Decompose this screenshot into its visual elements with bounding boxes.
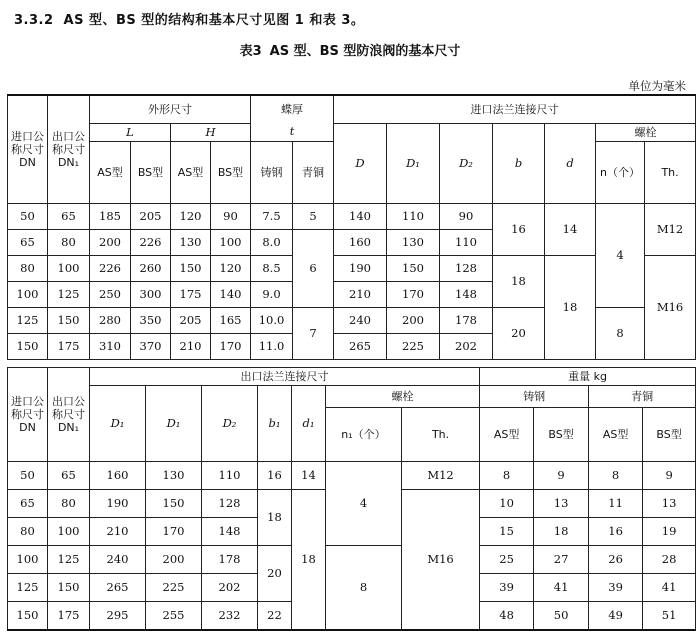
header-disc-thickness: 蝶厚 xyxy=(251,95,334,123)
header-D: D₁ xyxy=(90,386,146,462)
cell-d-merged: 18 xyxy=(545,255,596,359)
cell-n-merged: 8 xyxy=(596,307,645,359)
cell-w-cast-bs: 13 xyxy=(534,490,589,518)
header-bronze-bs: BS型 xyxy=(643,408,696,462)
cell-w-bronze-bs: 13 xyxy=(643,490,696,518)
cell-th-merged: M16 xyxy=(645,255,696,359)
cell-w-cast-bs: 18 xyxy=(534,518,589,546)
cell-D2: 110 xyxy=(202,462,258,490)
cell-n1-merged: 4 xyxy=(326,462,402,546)
cell-b-merged: 18 xyxy=(493,255,545,307)
cell-h-as: 210 xyxy=(171,333,211,359)
header-L: L xyxy=(90,123,171,141)
header-th: Th. xyxy=(402,408,480,462)
cell-w-cast-bs: 41 xyxy=(534,574,589,602)
cell-D1: 130 xyxy=(387,229,440,255)
cell-dn: 150 xyxy=(8,333,48,359)
cell-D: 240 xyxy=(334,307,387,333)
header-th: Th. xyxy=(645,141,696,203)
cell-w-cast-bs: 9 xyxy=(534,462,589,490)
header-b: b xyxy=(493,123,545,203)
unit-note: 单位为毫米 xyxy=(628,79,686,93)
cell-l-bs: 260 xyxy=(131,255,171,281)
cell-d1: 14 xyxy=(292,462,326,490)
cell-D1: 200 xyxy=(146,546,202,574)
cell-l-as: 250 xyxy=(90,281,131,307)
cell-w-cast-as: 15 xyxy=(480,518,534,546)
header-D: D xyxy=(334,123,387,203)
cell-dn1: 175 xyxy=(48,333,90,359)
cell-dn1: 150 xyxy=(48,574,90,602)
cell-t-cast: 11.0 xyxy=(251,333,293,359)
cell-D2: 178 xyxy=(202,546,258,574)
cell-D: 240 xyxy=(90,546,146,574)
cell-dn1: 125 xyxy=(48,281,90,307)
cell-D: 160 xyxy=(334,229,387,255)
header-cast-as: AS型 xyxy=(480,408,534,462)
cell-dn: 65 xyxy=(8,229,48,255)
cell-h-bs: 140 xyxy=(211,281,251,307)
cell-b1-merged: 20 xyxy=(258,546,292,602)
header-outlet-flange: 出口法兰连接尺寸 xyxy=(90,368,480,386)
header-bronze-as: AS型 xyxy=(589,408,643,462)
cell-w-cast-bs: 50 xyxy=(534,602,589,630)
cell-l-as: 280 xyxy=(90,307,131,333)
cell-w-bronze-bs: 28 xyxy=(643,546,696,574)
cell-h-as: 150 xyxy=(171,255,211,281)
cell-D2: 202 xyxy=(202,574,258,602)
cell-th-merged: M16 xyxy=(402,490,480,630)
cell-l-bs: 370 xyxy=(131,333,171,359)
cell-D2: 128 xyxy=(202,490,258,518)
cell-l-as: 310 xyxy=(90,333,131,359)
cell-w-bronze-bs: 41 xyxy=(643,574,696,602)
cell-b1: 22 xyxy=(258,602,292,630)
cell-t-cast: 8.0 xyxy=(251,229,293,255)
cell-D: 210 xyxy=(90,518,146,546)
cell-D1: 225 xyxy=(146,574,202,602)
cell-h-bs: 90 xyxy=(211,203,251,229)
cell-w-cast-bs: 27 xyxy=(534,546,589,574)
cell-l-bs: 300 xyxy=(131,281,171,307)
cell-dn: 100 xyxy=(8,281,48,307)
cell-dn: 125 xyxy=(8,307,48,333)
cell-D1: 255 xyxy=(146,602,202,630)
cell-t-cast: 7.5 xyxy=(251,203,293,229)
cell-b1: 16 xyxy=(258,462,292,490)
cell-dn1: 100 xyxy=(48,255,90,281)
cell-D1: 150 xyxy=(387,255,440,281)
header-weight: 重量 kg xyxy=(480,368,696,386)
cell-dn: 125 xyxy=(8,574,48,602)
header-d: d xyxy=(545,123,596,203)
cell-l-as: 200 xyxy=(90,229,131,255)
cell-w-bronze-as: 26 xyxy=(589,546,643,574)
cell-D2: 178 xyxy=(440,307,493,333)
header-D1: D₁ xyxy=(387,123,440,203)
header-L-as: AS型 xyxy=(90,141,131,203)
section-text: AS 型、BS 型的结构和基本尺寸见图 1 和表 3。 xyxy=(63,13,365,28)
header-D1: D₁ xyxy=(146,386,202,462)
cell-w-cast-as: 25 xyxy=(480,546,534,574)
cell-t-cast: 8.5 xyxy=(251,255,293,281)
cell-h-as: 175 xyxy=(171,281,211,307)
cell-b-merged: 16 xyxy=(493,203,545,255)
cell-w-bronze-bs: 19 xyxy=(643,518,696,546)
dimension-table-outlet xyxy=(7,367,696,631)
header-inlet-flange: 进口法兰连接尺寸 xyxy=(334,95,696,123)
header-H: H xyxy=(171,123,251,141)
header-n: n（个） xyxy=(596,141,645,203)
header-weight-cast: 铸钢 xyxy=(480,386,589,408)
table-caption xyxy=(0,40,700,59)
cell-D: 265 xyxy=(90,574,146,602)
cell-n1-merged: 8 xyxy=(326,546,402,630)
cell-w-bronze-as: 8 xyxy=(589,462,643,490)
cell-w-bronze-as: 39 xyxy=(589,574,643,602)
cell-l-as: 226 xyxy=(90,255,131,281)
cell-w-bronze-as: 16 xyxy=(589,518,643,546)
header-t: t xyxy=(251,123,334,141)
cell-w-bronze-bs: 9 xyxy=(643,462,696,490)
cell-w-bronze-bs: 51 xyxy=(643,602,696,630)
cell-h-as: 130 xyxy=(171,229,211,255)
cell-D: 190 xyxy=(334,255,387,281)
cell-dn1: 175 xyxy=(48,602,90,630)
header-dn: 进口公称尺寸 DN xyxy=(8,368,48,462)
header-bronze: 青铜 xyxy=(293,141,334,203)
cell-D1: 110 xyxy=(387,203,440,229)
cell-l-bs: 205 xyxy=(131,203,171,229)
cell-t-bronze-merged: 6 xyxy=(293,229,334,307)
header-H-bs: BS型 xyxy=(211,141,251,203)
header-d1: d₁ xyxy=(292,386,326,462)
cell-D1: 150 xyxy=(146,490,202,518)
header-bolt: 螺栓 xyxy=(596,123,696,141)
cell-D: 140 xyxy=(334,203,387,229)
header-dn1: 出口公称尺寸 DN₁ xyxy=(48,95,90,203)
cell-l-bs: 350 xyxy=(131,307,171,333)
cell-D2: 128 xyxy=(440,255,493,281)
cell-t-bronze: 5 xyxy=(293,203,334,229)
header-dn1: 出口公称尺寸 DN₁ xyxy=(48,368,90,462)
cell-d1-merged: 18 xyxy=(292,490,326,630)
cell-t-cast: 9.0 xyxy=(251,281,293,307)
cell-dn1: 100 xyxy=(48,518,90,546)
cell-D1: 170 xyxy=(387,281,440,307)
cell-dn1: 65 xyxy=(48,203,90,229)
cell-b-merged: 20 xyxy=(493,307,545,359)
cell-dn: 50 xyxy=(8,203,48,229)
header-D2: D₂ xyxy=(202,386,258,462)
cell-dn: 80 xyxy=(8,518,48,546)
cell-th: M12 xyxy=(402,462,480,490)
cell-b1-merged: 18 xyxy=(258,490,292,546)
cell-l-as: 185 xyxy=(90,203,131,229)
table-title: AS 型、BS 型防浪阀的基本尺寸 xyxy=(269,44,461,59)
cell-t-bronze-merged: 7 xyxy=(293,307,334,359)
cell-dn1: 65 xyxy=(48,462,90,490)
header-D2: D₂ xyxy=(440,123,493,203)
cell-w-bronze-as: 49 xyxy=(589,602,643,630)
cell-D1: 200 xyxy=(387,307,440,333)
cell-D1: 170 xyxy=(146,518,202,546)
cell-dn1: 125 xyxy=(48,546,90,574)
cell-dn1: 150 xyxy=(48,307,90,333)
cell-h-bs: 165 xyxy=(211,307,251,333)
cell-w-bronze-as: 11 xyxy=(589,490,643,518)
cell-D2: 148 xyxy=(440,281,493,307)
cell-l-bs: 226 xyxy=(131,229,171,255)
cell-D1: 130 xyxy=(146,462,202,490)
section-number: 3.3.2 xyxy=(14,13,54,28)
cell-h-bs: 120 xyxy=(211,255,251,281)
cell-dn: 50 xyxy=(8,462,48,490)
dimension-table-inlet xyxy=(7,94,696,360)
cell-t-cast: 10.0 xyxy=(251,307,293,333)
cell-D2: 90 xyxy=(440,203,493,229)
header-weight-bronze: 青铜 xyxy=(589,386,696,408)
cell-d-merged: 14 xyxy=(545,203,596,255)
cell-dn: 150 xyxy=(8,602,48,630)
cell-dn1: 80 xyxy=(48,490,90,518)
header-cast-steel: 铸钢 xyxy=(251,141,293,203)
cell-D: 190 xyxy=(90,490,146,518)
cell-D2: 232 xyxy=(202,602,258,630)
cell-w-cast-as: 10 xyxy=(480,490,534,518)
cell-h-as: 120 xyxy=(171,203,211,229)
header-outer-dimensions: 外形尺寸 xyxy=(90,95,251,123)
cell-D: 295 xyxy=(90,602,146,630)
header-L-bs: BS型 xyxy=(131,141,171,203)
cell-dn: 80 xyxy=(8,255,48,281)
cell-w-cast-as: 39 xyxy=(480,574,534,602)
table-number: 表3 xyxy=(239,44,262,59)
header-n1: n₁（个） xyxy=(326,408,402,462)
cell-D1: 225 xyxy=(387,333,440,359)
cell-D: 160 xyxy=(90,462,146,490)
cell-D2: 148 xyxy=(202,518,258,546)
section-heading xyxy=(14,9,364,28)
cell-h-bs: 100 xyxy=(211,229,251,255)
cell-w-cast-as: 48 xyxy=(480,602,534,630)
header-bolt: 螺栓 xyxy=(326,386,480,408)
header-cast-bs: BS型 xyxy=(534,408,589,462)
cell-D: 210 xyxy=(334,281,387,307)
cell-n-merged: 4 xyxy=(596,203,645,307)
header-H-as: AS型 xyxy=(171,141,211,203)
cell-D2: 110 xyxy=(440,229,493,255)
header-b1: b₁ xyxy=(258,386,292,462)
header-dn: 进口公称尺寸 DN xyxy=(8,95,48,203)
cell-dn: 100 xyxy=(8,546,48,574)
cell-dn1: 80 xyxy=(48,229,90,255)
cell-h-as: 205 xyxy=(171,307,211,333)
cell-th-merged: M12 xyxy=(645,203,696,255)
cell-w-cast-as: 8 xyxy=(480,462,534,490)
cell-h-bs: 170 xyxy=(211,333,251,359)
cell-dn: 65 xyxy=(8,490,48,518)
cell-D: 265 xyxy=(334,333,387,359)
cell-D2: 202 xyxy=(440,333,493,359)
